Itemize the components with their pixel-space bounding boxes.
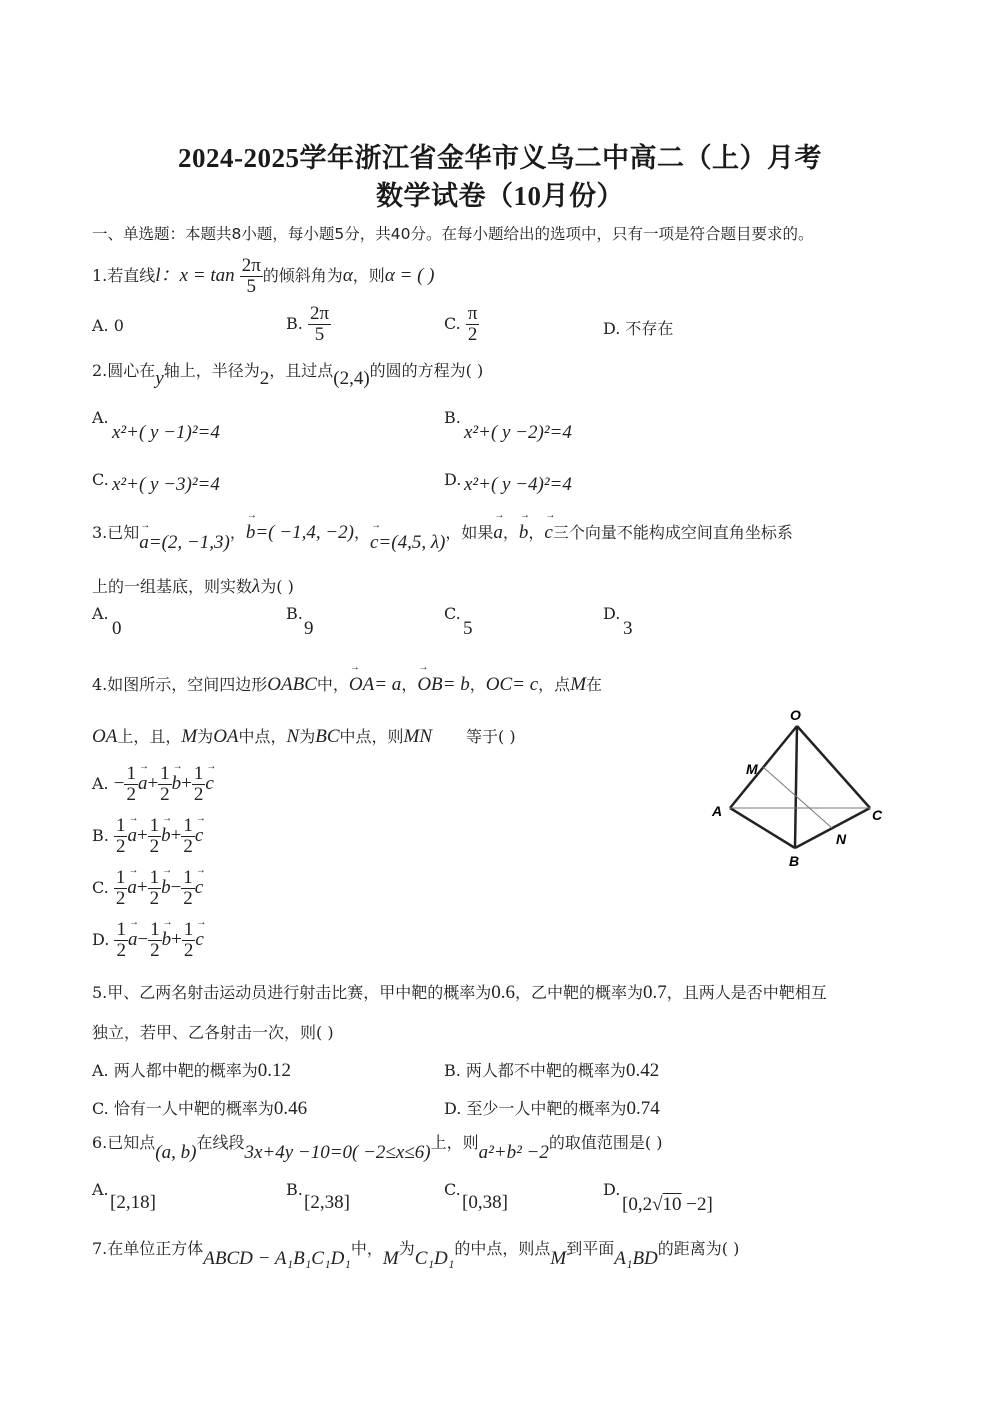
q7-prefix: 7.在单位正方体	[92, 1239, 204, 1258]
q4-option-a	[92, 764, 214, 805]
q1-c-den: 2	[467, 323, 478, 345]
tetrahedron-figure	[700, 700, 900, 880]
sqrt-icon: √	[652, 1194, 663, 1215]
q4-l2-oa: OA	[92, 726, 118, 747]
q4-d-sign2: −	[137, 928, 149, 950]
q3-prefix: 3.已知	[92, 523, 140, 542]
q5-l1c: ，且两人是否中靶相互	[666, 983, 827, 1002]
q3-b-value: 9	[304, 618, 314, 639]
q4-c-frac2-d: 2	[149, 887, 160, 909]
q7-m2: M	[550, 1248, 567, 1269]
q2-t2: ，且过点	[269, 361, 334, 380]
q4-oc: OC	[485, 674, 513, 695]
q1-alpha: α	[342, 264, 353, 286]
q3-t2: 三个向量不能构成空间直角坐标系	[552, 523, 793, 542]
q6-option-b	[286, 1180, 303, 1199]
q4-d-sign3: +	[171, 928, 182, 950]
q4-a-frac1	[124, 764, 138, 805]
q4-b-frac3-n: 1	[183, 815, 193, 836]
q3-b-def: → b=( −1,4, −2)	[246, 522, 354, 544]
q5-option-d	[444, 1096, 660, 1120]
q3-a-label: A.	[92, 604, 109, 623]
q4-d-frac2	[148, 920, 162, 961]
question-4-line1	[92, 672, 602, 696]
label-a: A	[712, 803, 723, 819]
q3-vec-a: → a	[493, 522, 503, 544]
q1-b-num: 2π	[309, 303, 330, 324]
q7-t5: 的距离为( )	[657, 1239, 740, 1258]
q1-option-d	[603, 316, 673, 339]
q2-a-label: A.	[92, 408, 109, 427]
q4-a-frac1-d: 2	[126, 783, 136, 805]
q4-l2-t1: 上，且，	[117, 727, 182, 746]
q4-c-sign3: −	[170, 876, 182, 898]
q4-d-frac3-n: 1	[183, 919, 194, 940]
q4-option-d	[92, 920, 204, 961]
q6-option-a	[92, 1180, 109, 1199]
q4-d-frac1	[114, 920, 128, 961]
q4-a-va: → a	[138, 773, 148, 795]
q3-comma1: ，	[502, 523, 519, 542]
q4-a-vb: → b	[172, 773, 182, 795]
q4-sep2: ，	[469, 675, 486, 694]
q4-c-frac1-n: 1	[115, 867, 126, 888]
q4-vec-ob: → OB	[417, 674, 442, 696]
q3-vec-b: → b	[519, 522, 529, 544]
q4-a-sign2: +	[147, 772, 159, 794]
q5-l1b: ，乙中靶的概率为	[515, 983, 644, 1002]
q4-c-frac2	[148, 868, 162, 909]
q4-b-frac2	[148, 816, 162, 857]
q4-l2-bc: BC	[315, 726, 340, 747]
q4-t2: ，点	[538, 675, 571, 694]
q7-t3: 的中点，则点	[454, 1239, 551, 1258]
q1-b-den: 5	[314, 323, 325, 345]
q6-segment: 3x+4y −10=0( −2≤x≤6)	[244, 1142, 431, 1163]
label-o: O	[790, 707, 801, 723]
q4-c-frac1-d: 2	[115, 887, 126, 909]
q2-point: (2,4)	[333, 368, 370, 389]
q1-expr: ：x = tan	[160, 264, 235, 286]
question-1	[92, 256, 435, 297]
q3-sep2: ，	[353, 523, 370, 542]
q1-prefix: 1.若直线	[92, 265, 156, 285]
q4-a-frac3	[192, 764, 206, 805]
q4-a-label: A.	[92, 773, 109, 793]
q4-l2-t3: 中点，	[238, 727, 287, 746]
q3-a-def: → a=(2, −1,3)	[139, 532, 230, 554]
q6-c-value: [0,38]	[462, 1192, 508, 1213]
q4-eq-b: = b	[442, 674, 470, 695]
q4-c-frac3-n: 1	[183, 867, 193, 888]
q2-option-b	[444, 408, 461, 427]
q1-option-b	[286, 304, 331, 345]
q4-d-frac3	[182, 920, 196, 961]
q4-l2-t6: 等于( )	[466, 727, 516, 746]
q1-option-a	[92, 316, 124, 335]
q4-d-frac1-d: 2	[116, 939, 126, 961]
q4-d-frac1-n: 1	[116, 919, 126, 940]
segment-mn	[763, 767, 832, 828]
q4-l2-t2: 为	[197, 727, 214, 746]
q1-c-frac	[466, 304, 480, 345]
q4-a-frac2-n: 1	[160, 763, 170, 784]
q4-c-label: C.	[92, 877, 109, 897]
q3-c-def: → c=(4,5, λ)	[370, 532, 445, 554]
question-5-line2: 独立，若甲、乙各射击一次，则( )	[92, 1023, 334, 1042]
q2-b-eq: x²+( y −2)²=4	[464, 422, 572, 443]
q3-a-value: 0	[112, 618, 122, 639]
q4-b-va: → a	[127, 825, 137, 847]
q4-a-vc: → c	[205, 773, 213, 795]
q2-var-y: y	[155, 368, 164, 389]
q4-b-frac2-n: 1	[149, 815, 160, 836]
q3-line2a: 上的一组基底，则实数	[92, 577, 253, 596]
q4-b-vb: → b	[161, 825, 171, 847]
q6-t3: 的取值范围是( )	[548, 1133, 663, 1152]
q4-option-b	[92, 816, 203, 857]
section-heading: 一、单选题：本题共8小题，每小题5分，共40分。在每小题给出的选项中，只有一项是符合题目要求的。	[92, 225, 814, 243]
q6-prefix: 6.已知点	[92, 1133, 156, 1152]
q4-l2-t5: 中点，则	[339, 727, 404, 746]
edge-ab	[730, 808, 795, 848]
q4-l2-t4: 为	[299, 727, 316, 746]
q3-d-label: D.	[603, 604, 621, 623]
q4-b-label: B.	[92, 825, 109, 845]
label-b: B	[789, 853, 800, 869]
q1-d-text: D. 不存在	[603, 319, 674, 338]
q4-a-sign3: +	[181, 772, 192, 794]
q4-c-frac2-n: 1	[149, 867, 160, 888]
q6-b-value: [2,38]	[304, 1192, 350, 1213]
q3-option-b	[286, 604, 303, 623]
q4-sep1: ，	[401, 675, 418, 694]
edge-bc	[795, 808, 870, 848]
q4-b-frac1	[114, 816, 128, 857]
q3-t1: ，如果	[445, 523, 494, 542]
q4-c-vb: → b	[161, 877, 171, 899]
q2-t1: 轴上，半径为	[163, 361, 260, 380]
q4-b-frac1-n: 1	[115, 815, 126, 836]
q4-b-frac3-d: 2	[183, 835, 193, 857]
q4-b-vc: → c	[195, 825, 203, 847]
q1-b-frac	[308, 304, 331, 345]
q4-l2-mn: MN	[403, 726, 433, 747]
exam-title-line1: 2024-2025学年浙江省金华市义乌二中高二（上）月考	[178, 143, 822, 173]
q4-l2-n: N	[286, 726, 300, 747]
q2-radius: 2	[259, 368, 270, 389]
q1-fraction	[240, 256, 263, 297]
q1-frac-num: 2π	[241, 255, 261, 276]
q4-a-frac3-d: 2	[193, 783, 204, 805]
q2-d-label: D.	[444, 470, 462, 489]
q6-a-label: A.	[92, 1180, 109, 1199]
q7-m: M	[382, 1248, 399, 1269]
q3-vec-c: → c	[544, 522, 552, 544]
q4-vec-oa: → OA	[349, 674, 374, 696]
q4-eq-a: = a	[374, 674, 402, 695]
q2-d-eq: x²+( y −4)²=4	[464, 474, 572, 495]
q4-a-frac2	[158, 764, 172, 805]
q5-p2: 0.7	[643, 982, 667, 1003]
q5-option-b	[444, 1058, 659, 1082]
q2-c-label: C.	[92, 470, 109, 489]
q7-t1: 中，	[350, 1239, 383, 1258]
q4-c-sign2: +	[136, 876, 148, 898]
q4-c-va: → a	[127, 877, 137, 899]
q4-d-vb: → b	[162, 929, 172, 951]
q4-d-vc: → c	[195, 929, 203, 951]
q7-plane: A₁BD	[614, 1248, 658, 1269]
q5-b-val: 0.42	[625, 1060, 660, 1081]
q2-b-label: B.	[444, 408, 461, 427]
q4-prefix: 4.如图所示，空间四边形	[92, 675, 268, 694]
q4-eq-c: = c	[512, 674, 539, 695]
label-c: C	[872, 807, 883, 823]
q4-a-frac2-d: 2	[160, 783, 170, 805]
q2-option-c	[92, 470, 109, 489]
label-n: N	[836, 831, 847, 847]
q5-l1a: 5.甲、乙两名射击运动员进行射击比赛，甲中靶的概率为	[92, 983, 492, 1002]
q4-oabc: OABC	[267, 674, 317, 695]
q5-option-c	[92, 1096, 307, 1120]
q3-c-label: C.	[444, 604, 461, 623]
q6-c-label: C.	[444, 1180, 461, 1199]
q3-option-c	[444, 604, 461, 623]
q4-c-vc: → c	[195, 877, 203, 899]
q1-frac-den: 5	[246, 275, 256, 297]
q3-sep1: ，	[229, 523, 246, 542]
q3-c-value: 5	[463, 618, 473, 639]
q3-comma2: ，	[528, 523, 545, 542]
q6-t1: 在线段	[196, 1133, 245, 1152]
q6-option-d	[603, 1180, 620, 1199]
q4-c-frac1	[114, 868, 128, 909]
q1-c-num: π	[467, 303, 478, 324]
question-3-line1	[92, 520, 793, 553]
q4-a-sign1: −	[113, 772, 125, 794]
q4-a-frac3-n: 1	[193, 763, 204, 784]
q5-p1: 0.6	[491, 982, 516, 1003]
q4-b-frac2-d: 2	[149, 835, 160, 857]
q2-c-eq: x²+( y −3)²=4	[112, 474, 220, 495]
q4-a-frac1-n: 1	[126, 763, 136, 784]
q6-d-value	[622, 1194, 713, 1216]
question-5-line1	[92, 980, 827, 1004]
q5-d-val: 0.74	[626, 1098, 660, 1119]
q4-option-c	[92, 868, 203, 909]
q2-a-eq: x²+( y −1)²=4	[112, 422, 220, 443]
q6-b-label: B.	[286, 1180, 303, 1199]
q2-option-a	[92, 408, 109, 427]
q6-t2: 上，则	[430, 1133, 479, 1152]
question-7	[92, 1236, 740, 1269]
question-6	[92, 1130, 663, 1163]
label-m: M	[746, 761, 758, 777]
q4-d-va: → a	[128, 929, 138, 951]
q5-d-text: D. 至少一人中靶的概率为	[444, 1099, 627, 1118]
q6-expr: a²+b² −2	[478, 1142, 549, 1163]
q6-a-value: [2,18]	[110, 1192, 156, 1213]
q3-d-value: 3	[623, 618, 633, 639]
exam-title-line2: 数学试卷（10月份）	[376, 181, 624, 211]
q6-d-label: D.	[603, 1180, 621, 1199]
q4-d-frac2-d: 2	[150, 939, 160, 961]
q5-option-a	[92, 1058, 291, 1082]
edge-ob	[795, 726, 797, 848]
q2-prefix: 2.圆心在	[92, 361, 156, 380]
q4-t1: 中，	[316, 675, 349, 694]
question-4-line2	[92, 724, 516, 748]
q7-c1d1: C₁D₁	[414, 1248, 455, 1269]
q4-d-label: D.	[92, 929, 110, 949]
q1-b-label: B.	[286, 313, 303, 333]
q6-point: (a, b)	[155, 1142, 197, 1163]
q4-d-frac2-n: 1	[150, 919, 160, 940]
q1-suffix: ，则	[352, 265, 385, 285]
q2-option-d	[444, 470, 461, 489]
q4-l2-m: M	[181, 726, 198, 747]
q1-a-text: A. 0	[92, 316, 124, 335]
q3-option-a	[92, 604, 109, 623]
edge-oc	[797, 726, 870, 808]
q4-c-frac3-d: 2	[183, 887, 193, 909]
q4-b-frac1-d: 2	[115, 835, 126, 857]
q4-m: M	[570, 674, 587, 695]
q4-b-sign3: +	[170, 824, 182, 846]
q4-b-sign2: +	[136, 824, 148, 846]
q3-lambda: λ	[252, 576, 261, 597]
q5-c-val: 0.46	[273, 1098, 308, 1119]
q7-t4: 到平面	[566, 1239, 615, 1258]
q7-t2: 为	[398, 1239, 415, 1258]
q4-l2-oa2: OA	[213, 726, 239, 747]
q4-c-frac3	[181, 868, 195, 909]
q1-var-l: l	[155, 264, 161, 286]
q5-c-text: C. 恰有一人中靶的概率为	[92, 1099, 274, 1118]
q6-d-post: −2]	[681, 1194, 713, 1215]
q5-b-text: B. 两人都不中靶的概率为	[444, 1061, 626, 1080]
q4-b-frac3	[181, 816, 195, 857]
question-2	[92, 358, 484, 389]
q6-option-c	[444, 1180, 461, 1199]
q6-d-pre: [0,2	[622, 1194, 653, 1215]
q3-b-label: B.	[286, 604, 303, 623]
q3-line2b: 为( )	[260, 577, 294, 596]
q1-alpha-eq: α = ( )	[384, 264, 435, 286]
q5-a-text: A. 两人都中靶的概率为	[92, 1061, 258, 1080]
question-3-line2	[92, 574, 294, 598]
q1-mid: 的倾斜角为	[262, 265, 343, 285]
q4-d-frac3-d: 2	[183, 939, 194, 961]
q6-d-rad: 10	[662, 1194, 682, 1215]
q1-option-c	[444, 304, 479, 345]
q7-cube: ABCD − A₁B₁C₁D₁	[203, 1248, 351, 1269]
q3-option-d	[603, 604, 620, 623]
q4-t3: 在	[586, 675, 603, 694]
q5-a-val: 0.12	[257, 1060, 291, 1081]
q2-t3: 的圆的方程为( )	[369, 361, 484, 380]
q1-c-label: C.	[444, 313, 461, 333]
